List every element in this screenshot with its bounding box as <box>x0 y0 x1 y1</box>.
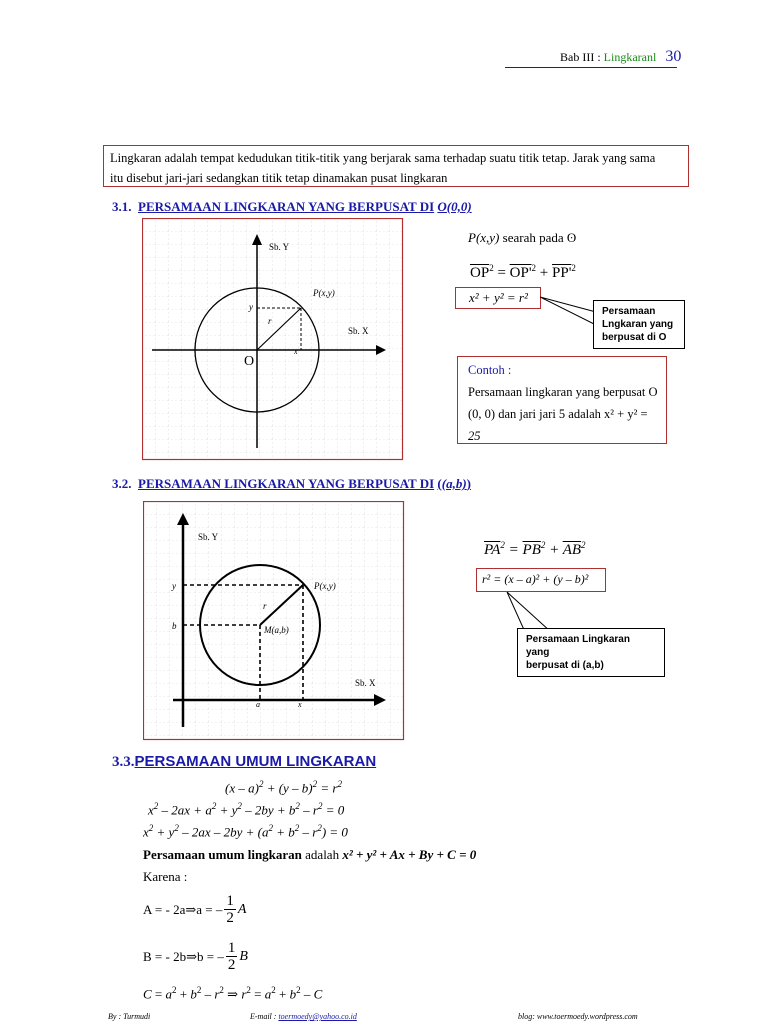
graph-circle-origin <box>142 218 404 461</box>
equation-1: $(x - a)^2 + (y - b)^2 = r^2$ <box>225 779 342 796</box>
center-m-label: M(a,b) <box>264 625 289 635</box>
callout-center <box>517 628 665 677</box>
a-equation: A = - 2a <box>143 901 186 917</box>
section-number: 3.1. <box>112 199 132 214</box>
point-description <box>468 230 576 246</box>
section-title-center: (a,b) <box>441 476 467 491</box>
definition-line-1: Lingkaran adalah tempat kedudukan titik-titik yang berjarak sama terhadap suatu titik tetap. Jarak yang sama <box>110 151 656 165</box>
page-number: 30 <box>665 48 682 65</box>
c-relation: $C = a^2 + b^2 - r^2$ ⇒ $r^2 = a^2 + b^2 - C$ <box>143 985 323 1002</box>
eq-opp: OP' <box>509 265 532 281</box>
footer-blog: blog: www.toermoedy.wordpress.com <box>518 1012 638 1021</box>
callout-origin <box>593 300 685 349</box>
page-header <box>560 48 681 66</box>
circle-equation-center: r² = (x – a)² + (y – b)² <box>476 568 606 592</box>
email-link[interactable]: toermoedy@yahoo.co.id <box>278 1012 357 1021</box>
example-title: Contoh : <box>468 363 512 377</box>
adalah-word: adalah <box>305 847 340 862</box>
karena-label: Karena : <box>143 869 188 884</box>
footer-author: By : Turmudi <box>108 1012 151 1021</box>
definition-box <box>103 145 689 187</box>
callout-line-3: berpusat di O <box>602 332 667 343</box>
b-result: b = – <box>197 948 224 964</box>
b-label: b <box>172 621 177 631</box>
a-relation: A = - 2a ⇒ a = – $\frac{1}{2}$ A <box>143 893 247 926</box>
eq-op: $\overline{OP}$ <box>470 265 490 281</box>
sb-y-label: Sb. Y <box>198 532 219 542</box>
b-relation: B = - 2b ⇒ b = – $\frac{1}{2}$ B <box>143 940 248 973</box>
origin-label: O <box>244 354 255 369</box>
chapter-label: Bab III : <box>560 50 601 64</box>
sb-x-label: Sb. X <box>355 678 376 688</box>
point-p-label: P(x,y) <box>314 581 336 591</box>
section-title-origin: O(0,0) <box>437 199 472 214</box>
example-line-1: Persamaan lingkaran yang berpusat O <box>468 385 658 399</box>
a-label: a <box>256 700 260 709</box>
y-label: y <box>249 302 253 312</box>
section-3-2-title: 3.2. PERSAMAAN LINGKARAN YANG BERPUSAT DI ((a,b)) <box>112 476 472 491</box>
email-label: E-mail : <box>250 1012 277 1021</box>
callout-line-2: Lngkaran yang <box>602 319 674 330</box>
pythagoras-equation: $\overline{OP}^2 = OP'^2 + PP'^2$ <box>470 263 576 281</box>
half-fraction: $\frac{1}{2}$ <box>227 940 236 973</box>
equation-2: $x^2 - 2ax + a^2 + y^2 - 2by + b^2 - r^2 = 0$ <box>148 801 345 818</box>
half-fraction: $\frac{1}{2}$ <box>226 893 234 926</box>
callout-line-1: Persamaan <box>602 306 656 317</box>
general-equation-line <box>143 847 476 863</box>
section-number: 3.3. <box>112 754 135 770</box>
a-result: a = – <box>196 901 223 917</box>
graph-circle-center <box>143 501 405 741</box>
header-rule <box>505 67 677 68</box>
b-equation: B = - 2b <box>143 948 187 964</box>
general-equation: x² + y² + Ax + By + C = 0 <box>342 847 477 862</box>
general-equation-term: Persamaan umum lingkaran <box>143 847 302 862</box>
section-3-3-title <box>112 753 376 771</box>
sb-x-label: Sb. X <box>348 326 369 336</box>
section-number: 3.2. <box>112 476 132 491</box>
section-title-text: PERSAMAAN LINGKARAN YANG BERPUSAT DI <box>138 199 435 214</box>
eq-ppp: PP' <box>552 265 572 281</box>
example-line-2: (0, 0) dan jari jari 5 adalah x² + y² = <box>468 407 648 421</box>
section-title-text: PERSAMAAN LINGKARAN YANG BERPUSAT DI <box>138 476 435 491</box>
chapter-name: Lingkaranl <box>603 50 657 64</box>
section-3-1-title <box>112 199 472 215</box>
callout-line-1: Persamaan Lingkaran yang <box>526 634 630 658</box>
point-p: P(x,y) <box>468 230 500 245</box>
sb-y-label: Sb. Y <box>269 242 290 252</box>
example-line-3: 25 <box>468 429 481 443</box>
footer-email <box>250 1012 357 1021</box>
callout-pointer-1 <box>540 290 600 330</box>
circle-equation-origin: x² + y² = r² <box>455 287 541 309</box>
r-label: r <box>268 316 272 326</box>
x-label: x <box>294 347 298 356</box>
r-label: r <box>263 601 267 611</box>
definition-line-2: itu disebut jari-jari sedangkan titik tetap dinamakan pusat lingkaran <box>110 171 448 185</box>
distance-equation: $\overline{PA}^2 = \overline{PB}^2 + \overline{AB}^2$ <box>484 540 586 558</box>
callout-line-2: berpusat di (a,b) <box>526 660 604 671</box>
b-symbol: B <box>239 948 248 964</box>
x-label: x <box>298 700 302 709</box>
equation-3: $x^2 + y^2 - 2ax - 2by + (a^2 + b^2 - r^2) = 0$ <box>143 823 348 840</box>
y-label: y <box>172 581 176 591</box>
example-box <box>457 356 667 444</box>
a-symbol: A <box>237 901 247 917</box>
point-p-rest: searah pada ʘ <box>502 230 577 245</box>
section-title-text: PERSAMAAN UMUM LINGKARAN <box>134 753 377 770</box>
point-p-label: P(x,y) <box>313 288 335 298</box>
